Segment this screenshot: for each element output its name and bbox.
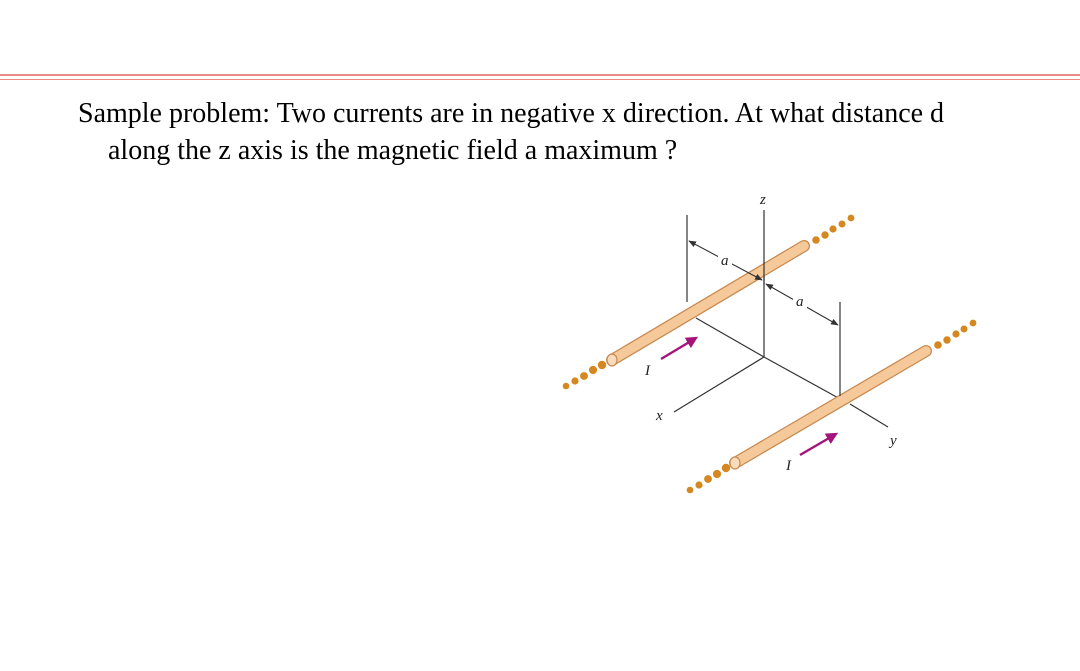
wire-2-dots-far <box>934 320 976 349</box>
x-axis-label: x <box>656 408 663 424</box>
current-label-2: I <box>786 458 791 474</box>
problem-line-1: Sample problem: Two currents are in negative x direction. At what distance d <box>78 98 945 129</box>
x-axis <box>674 357 764 412</box>
wire-1-dots-far <box>812 215 854 244</box>
wire-1-dots-near <box>563 361 607 390</box>
current-arrow-1 <box>661 338 696 359</box>
current-label-1: I <box>645 363 650 379</box>
wire-1 <box>607 246 804 366</box>
distance-label-1: a <box>721 253 729 269</box>
current-arrow-2 <box>800 434 836 455</box>
y-axis-far <box>850 404 888 427</box>
wire-2 <box>730 351 926 469</box>
wire-2-dots-near <box>687 464 731 494</box>
axis-to-wire-1 <box>696 318 764 357</box>
y-axis-near <box>764 357 842 400</box>
y-axis-label: y <box>890 433 897 449</box>
distance-label-2: a <box>796 294 804 310</box>
z-axis-label: z <box>760 192 766 208</box>
problem-line-2: along the z axis is the magnetic field a maximum ? <box>108 135 678 166</box>
